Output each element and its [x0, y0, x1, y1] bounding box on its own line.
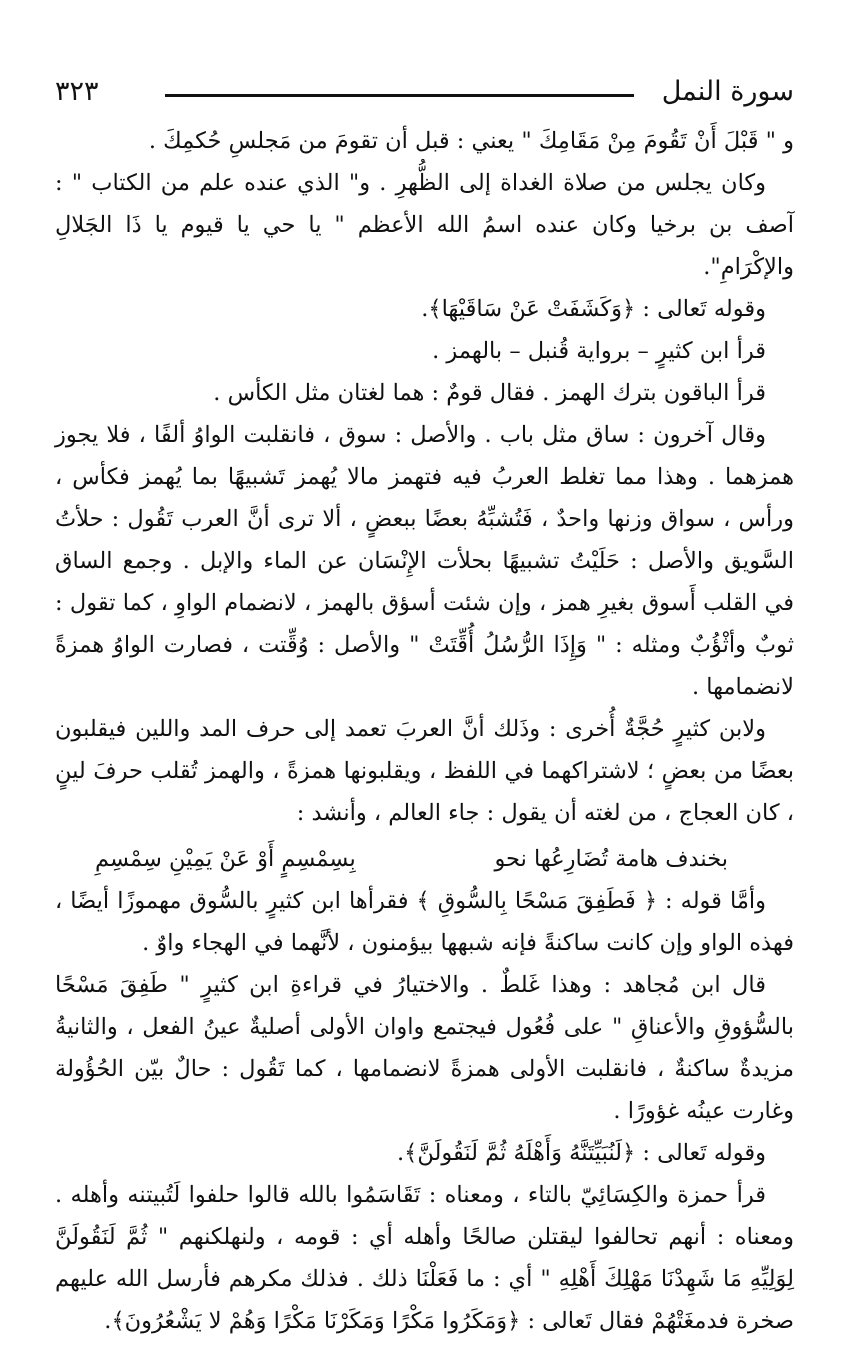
poem-verse: [55, 838, 794, 880]
header-rule: [165, 94, 634, 97]
paragraph: قرأ الباقون بترك الهمز . فقال قومٌ : هما لغتان مثل الكأس .: [213, 380, 766, 406]
paragraph: ولابن كثيرٍ حُجَّةٌ أُخرى : وذَلك أنَّ العربَ تعمد إلى حرف المد واللين فيقلبون بعضًا من بعضٍ ؛ لاشتراكهما في اللفظ ، ويقلبونها همزةً ، والهمز تُقلب حرفَ لينٍ ، كان العجاج ، من لغته أن يقول : جاء العالم ، وأنشد :: [55, 716, 794, 826]
paragraph: وقوله تَعالى : ﴿لَنُبَيِّتَنَّهُ وَأَهْلَهُ ثُمَّ لَنَقُولَنَّ﴾.: [397, 1140, 766, 1166]
page-number: ٣٢٣: [55, 76, 99, 107]
paragraph: وقوله تَعالى : ﴿وَكَشَفَتْ عَنْ سَاقَيْهَا﴾.: [421, 296, 766, 322]
paragraph: وأمَّا قوله : ﴿ فَطَفِقَ مَسْحًا بِالسُّوقِ ﴾ فقرأها ابن كثيرٍ بالسُّوق مهموزًا أيضًا ، فهذه الواو وإن كانت ساكنةً فإنه شبهها بيؤمنون ، لأنَّهما في الهجاء واوٌ .: [55, 888, 794, 956]
page-header: [55, 72, 794, 120]
paragraph: قرأ حمزة والكِسَائِيّ بالتاء ، ومعناه : تَقَاسَمُوا بالله قالوا حلفوا لَتُبيتنه وأهله . ومعناه : أنهم تحالفوا ليقتلن صالحًا وأهله أي : قومه ، ولنهلكنهم " ثُمَّ لَنَقُولَنَّ لِوَلِيِّهِ مَا شَهِدْنَا مَهْلِكَ أَهْلِهِ " أي : ما فَعَلْنَا ذلك . فذلك مكرهم فأرسل الله عليهم صخرة فدمغَتْهُمْ فقال تَعالى : ﴿وَمَكَرُوا مَكْرًا وَمَكَرْنَا مَكْرًا وَهُمْ لا يَشْعُرُونَ﴾.: [55, 1182, 794, 1334]
paragraph: وقال آخرون : ساق مثل باب . والأصل : سوق ، فانقلبت الواوُ ألفًا ، فلا يجوز همزهما . وهذا مما تغلط العربُ فيه فتهمز مالا يُهمز تَشبيهًا بما يُهمز فكأس ، ورأس ، سواق وزنها واحدٌ ، فَتُشبِّهُ بعضًا ببعضٍ ، ألا ترى أنَّ العرب تَقُول : حلأتُ السَّويق والأصل : حَلَيْتُ تشبيهًا بحلأت الإِنْسَان عن الماء والإبل . وجمع الساق في القلب أَسوق بغيرِ همز ، وإن شئت أسؤق بالهمز ، لانضمام الواوِ ، كما تقول : ثوبٌ وأثْؤُبٌ ومثله : " وَإِذَا الرُّسُلُ أُقِّتَتْ " والأصل : وُقِّتت ، فصارت الواوُ همزةً لانضمامها .: [55, 422, 794, 700]
poem-second-hemistich: بِسِمْسِمٍ أَوْ عَنْ يَمِيْنِ سِمْسِمِ: [95, 846, 356, 872]
paragraph: وكان يجلس من صلاة الغداة إلى الظُّهرِ . و" الذي عنده علم من الكتاب " : آصف بن برخيا وكان عنده اسمُ الله الأعظم " يا حي يا قيوم يا ذَا الجَلالِ والإكْرَامِ".: [55, 170, 794, 280]
page-body: [55, 120, 794, 1342]
paragraph: قرأ ابن كثيرٍ – برواية قُنبل – بالهمز .: [432, 338, 766, 364]
surah-title: سورة النمل: [661, 76, 794, 107]
paragraph: و " قَبْلَ أَنْ تَقُومَ مِنْ مَقَامِكَ " يعني : قبل أن تقومَ من مَجلسِ حُكمِكَ .: [148, 128, 794, 154]
paragraph: قال ابن مُجاهد : وهذا غَلطٌ . والاختيارُ في قراءةِ ابن كثيرٍ " طَفِقَ مَسْحًا بالسُّؤوقِ والأعناقِ " على فُعُول فيجتمع واوان الأولى أصليةٌ عينُ الفعل ، والثانيةُ مزيدةٌ ساكنةٌ ، فانقلبت الأولى همزةً لانضمامها ، كما تَقُول : حالٌ بيّن الحُؤُولة وغارت عينُه غؤورًا .: [55, 972, 794, 1124]
poem-first-hemistich: بخندف هامة تُضَارِعُها نحو: [494, 846, 728, 872]
